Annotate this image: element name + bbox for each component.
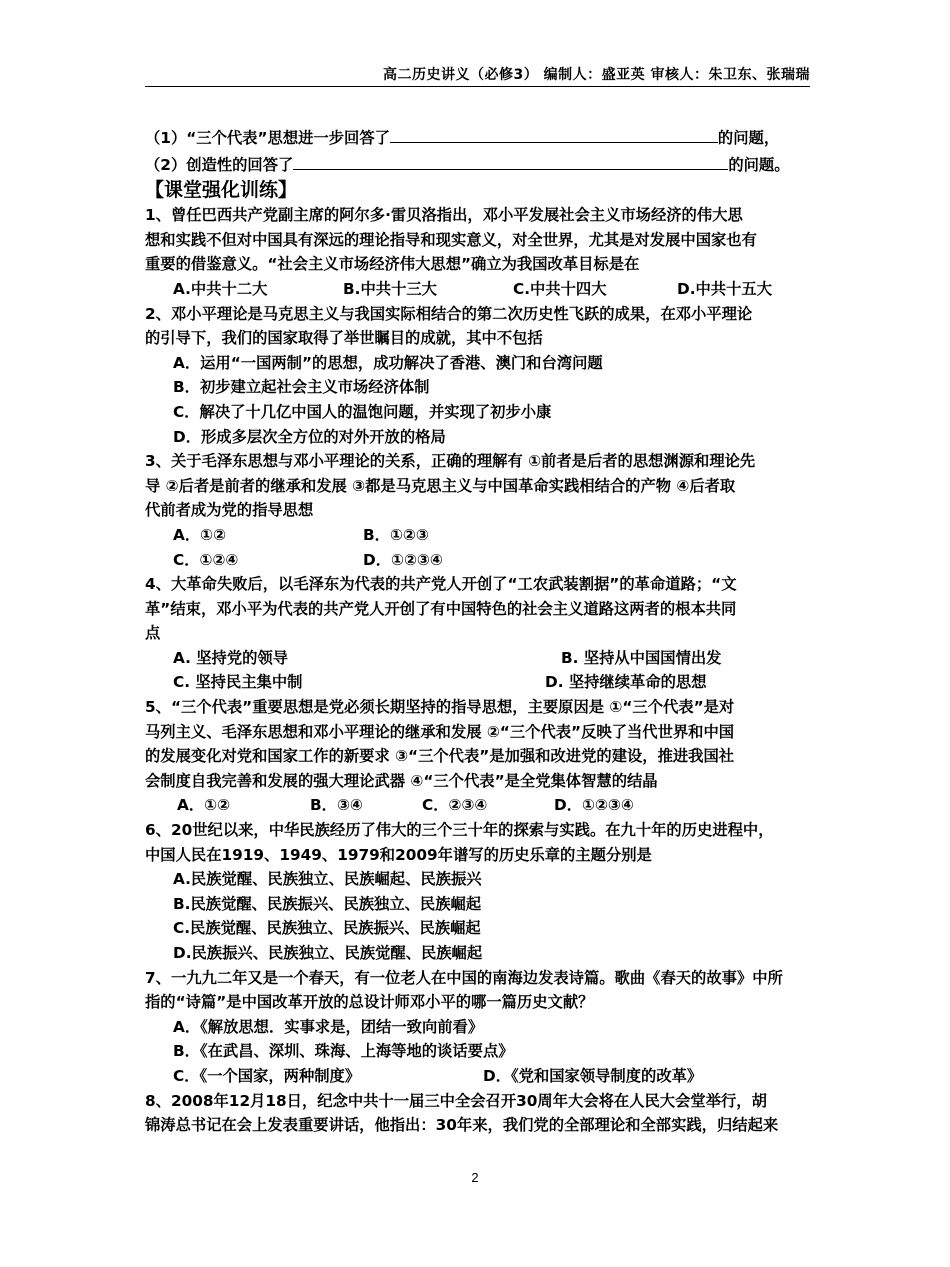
option: A．《解放思想．实事求是，团结一致向前看》 bbox=[173, 1017, 484, 1036]
option: C.中共十四大 bbox=[513, 279, 607, 298]
question-stem: 代前者成为党的指导思想 bbox=[145, 501, 314, 520]
option: C. 坚持民主集中制 bbox=[173, 673, 303, 692]
fill-blank-1 bbox=[145, 124, 815, 151]
option: B. 坚持从中国国情出发 bbox=[561, 648, 722, 667]
option-row bbox=[145, 670, 815, 695]
option: A．①② bbox=[173, 525, 227, 544]
question-stem: 革”结束，邓小平为代表的共产党人开创了有中国特色的社会主义道路这两者的根本共同 bbox=[145, 599, 737, 618]
question-stem: 重要的借鉴意义。“社会主义市场经济伟大思想”确立为我国改革目标是在 bbox=[145, 255, 640, 274]
question-stem: 1、曾任巴西共产党副主席的阿尔多·雷贝洛指出，邓小平发展社会主义市场经济的伟大思 bbox=[145, 206, 743, 225]
option-row bbox=[145, 277, 815, 302]
option: C.民族觉醒、民族独立、民族振兴、民族崛起 bbox=[173, 919, 481, 938]
option: D．①②③④ bbox=[554, 796, 634, 815]
option: B.民族觉醒、民族振兴、民族独立、民族崛起 bbox=[173, 894, 482, 913]
option-row bbox=[145, 523, 815, 548]
option: A.中共十二大 bbox=[173, 279, 268, 298]
question-stem: 指的“诗篇”是中国改革开放的总设计师邓小平的哪一篇历史文献？ bbox=[145, 993, 594, 1012]
option: B．初步建立起社会主义市场经济体制 bbox=[173, 378, 430, 397]
question-stem: 2、邓小平理论是马克思主义与我国实际相结合的第二次历史性飞跃的成果，在邓小平理论 bbox=[145, 304, 753, 323]
question-stem: 会制度自我完善和发展的强大理论武器 ④“三个代表”是全党集体智慧的结晶 bbox=[145, 771, 658, 790]
option-row bbox=[145, 548, 815, 573]
fill-blank-2 bbox=[145, 151, 815, 178]
question-stem: 7、一九九二年又是一个春天，有一位老人在中国的南海边发表诗篇。歌曲《春天的故事》中所 bbox=[145, 968, 783, 987]
blank-line bbox=[390, 124, 718, 143]
option: D．①②③④ bbox=[363, 550, 443, 569]
option: D.中共十五大 bbox=[677, 279, 772, 298]
page-header: 高二历史讲义（必修3） 编制人：盛亚英 审核人：朱卫东、张瑞瑞 bbox=[383, 67, 810, 83]
option: B．《在武昌、深圳、珠海、上海等地的谈话要点》 bbox=[173, 1042, 514, 1061]
question-stem: 5、“三个代表”重要思想是党必须长期坚持的指导思想，主要原因是 ①“三个代表”是对 bbox=[145, 698, 735, 717]
fill-blank-suffix: 的问题， bbox=[717, 129, 780, 147]
option: A．①② bbox=[177, 796, 231, 815]
question-stem: 锦涛总书记在会上发表重要讲话，他指出：30年来，我们党的全部理论和全部实践，归结起来 bbox=[145, 1116, 779, 1135]
question-stem: 8、2008年12月18日，纪念中共十一届三中全会召开30周年大会将在人民大会堂举行，胡 bbox=[145, 1091, 767, 1110]
option: B．③④ bbox=[310, 796, 363, 815]
section-title: 【课堂强化训练】 bbox=[145, 179, 298, 202]
question-stem: 的发展变化对党和国家工作的新要求 ③“三个代表”是加强和改进党的建设，推进我国社 bbox=[145, 747, 735, 766]
option: B.中共十三大 bbox=[343, 279, 437, 298]
option: C．②③④ bbox=[422, 796, 488, 815]
question-stem: 想和实践不但对中国具有深远的理论指导和现实意义，对全世界，尤其是对发展中国家也有 bbox=[145, 230, 757, 249]
option-row bbox=[145, 793, 815, 818]
option: C．解决了十几亿中国人的温饱问题，并实现了初步小康 bbox=[173, 402, 552, 421]
option: C．《一个国家，两种制度》 bbox=[173, 1066, 361, 1085]
option: A. 坚持党的领导 bbox=[173, 648, 289, 667]
question-stem: 导 ②后者是前者的继承和发展 ③都是马克思主义与中国革命实践相结合的产物 ④后者取 bbox=[145, 476, 736, 495]
fill-blank-suffix: 的问题。 bbox=[728, 155, 790, 174]
option: D．《党和国家领导制度的改革》 bbox=[483, 1066, 703, 1085]
question-stem: 点 bbox=[145, 624, 161, 643]
question-stem: 6、20世纪以来，中华民族经历了伟大的三个三十年的探索与实践。在九十年的历史进程中， bbox=[145, 821, 774, 840]
blank-line bbox=[293, 151, 728, 170]
option: C．①②④ bbox=[173, 550, 239, 569]
document-body bbox=[145, 124, 815, 1138]
fill-blank-prefix: （2）创造性的回答了 bbox=[145, 155, 294, 174]
question-stem: 中国人民在1919、1949、1979和2009年谱写的历史乐章的主题分别是 bbox=[145, 845, 652, 864]
option-row bbox=[145, 1064, 815, 1089]
option: B．①②③ bbox=[363, 525, 429, 544]
question-stem: 马列主义、毛泽东思想和邓小平理论的继承和发展 ②“三个代表”反映了当代世界和中国 bbox=[145, 722, 735, 741]
fill-blank-prefix: （1）“三个代表”思想进一步回答了 bbox=[145, 129, 390, 147]
option: A．运用“一国两制”的思想，成功解决了香港、澳门和台湾问题 bbox=[173, 353, 603, 372]
page-number: 2 bbox=[471, 1170, 479, 1185]
header-rule bbox=[145, 86, 810, 87]
question-stem: 的引导下，我们的国家取得了举世瞩目的成就，其中不包括 bbox=[145, 329, 543, 348]
option: D．形成多层次全方位的对外开放的格局 bbox=[173, 427, 446, 446]
question-stem: 3、关于毛泽东思想与邓小平理论的关系，正确的理解有 ①前者是后者的思想渊源和理论先 bbox=[145, 452, 756, 471]
option: A.民族觉醒、民族独立、民族崛起、民族振兴 bbox=[173, 870, 482, 889]
option: D. 坚持继续革命的思想 bbox=[545, 673, 707, 692]
option-row bbox=[145, 646, 815, 671]
question-stem: 4、大革命失败后，以毛泽东为代表的共产党人开创了“工农武装割据”的革命道路；“文 bbox=[145, 575, 737, 594]
option: D.民族振兴、民族独立、民族觉醒、民族崛起 bbox=[173, 944, 483, 962]
